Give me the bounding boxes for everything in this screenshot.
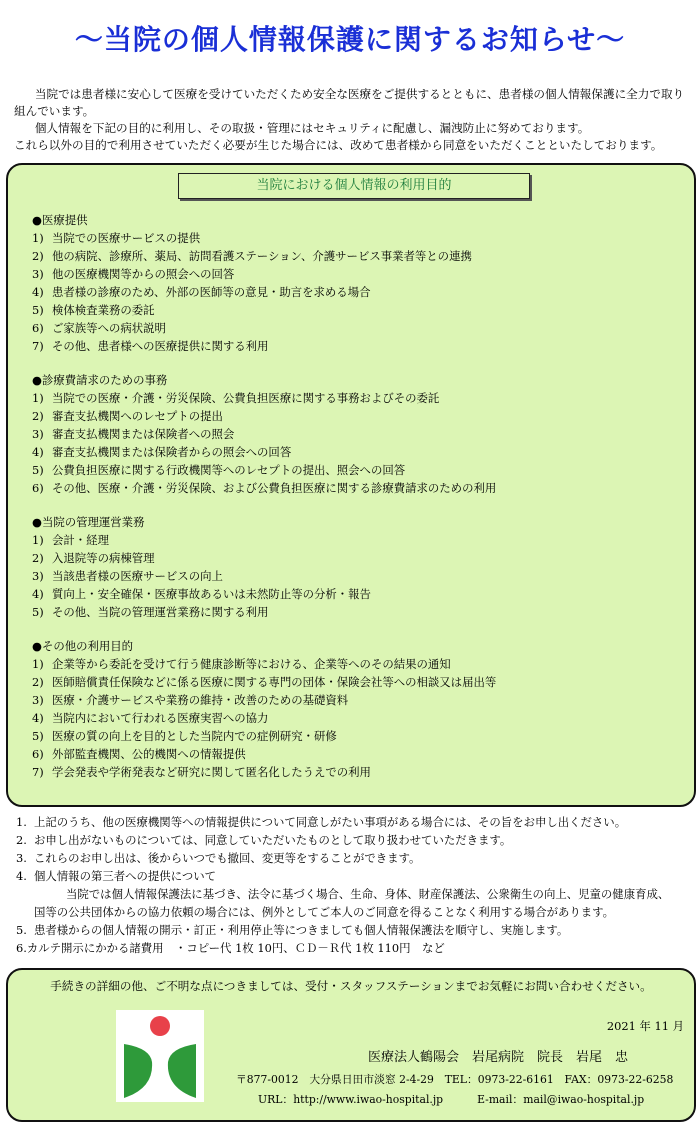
purpose-item-number: 4) bbox=[32, 711, 44, 725]
website-url[interactable]: URL：http://www.iwao-hospital.jp bbox=[258, 1093, 444, 1106]
purpose-item-number: 3) bbox=[32, 693, 44, 707]
purpose-item-text: 当院での医療・介護・労災保険、公費負担医療に関する事務およびその委託 bbox=[52, 391, 440, 405]
purpose-item bbox=[32, 531, 682, 549]
purpose-item bbox=[32, 247, 682, 265]
note-item bbox=[16, 849, 696, 867]
note-number: 1. bbox=[16, 815, 27, 829]
purpose-item-text: 審査支払機関または保険者への照会 bbox=[52, 427, 235, 441]
purpose-item-text: 他の医療機関等からの照会への回答 bbox=[52, 267, 235, 281]
purpose-item-number: 5) bbox=[32, 605, 44, 619]
purpose-item-number: 1) bbox=[32, 533, 44, 547]
contact-text: 手続きの詳細の他、ご不明な点につきましては、受付・スタッフステーションまでお気軽にお問い合わせください。 bbox=[50, 979, 652, 993]
purpose-item bbox=[32, 425, 682, 443]
purpose-item bbox=[32, 301, 682, 319]
purpose-item-number: 1) bbox=[32, 231, 44, 245]
purpose-item-text: ご家族等への病状説明 bbox=[52, 321, 166, 335]
purpose-item bbox=[32, 389, 682, 407]
address: 〒877-0012 大分県日田市淡窓 2-4-29 TEL：0973-22-6161 FAX：0973-22-6258 bbox=[236, 1073, 674, 1086]
purpose-item bbox=[32, 709, 682, 727]
note-text: お申し出がないものについては、同意していただいたものとして取り扱わせていただきます。 bbox=[34, 833, 512, 847]
intro-paragraph-1: 当院では患者様に安心して医療を受けていただくため安全な医療をご提供するとともに、患者様の個人情報保護に全力で取り組んでいます。 bbox=[14, 87, 685, 118]
note-number: 3. bbox=[16, 851, 27, 865]
purpose-item-number: 2) bbox=[32, 551, 44, 565]
email-address[interactable]: E-mail：mail@iwao-hospital.jp bbox=[477, 1093, 645, 1106]
purpose-item-number: 5) bbox=[32, 463, 44, 477]
purpose-item-number: 6) bbox=[32, 321, 44, 335]
purpose-category bbox=[32, 211, 682, 355]
purpose-item-number: 5) bbox=[32, 729, 44, 743]
purpose-item-number: 4) bbox=[32, 285, 44, 299]
intro-paragraph-3: これら以外の目的で利用させていただく必要が生じた場合には、改めて患者様から同意をいただくことといたしております。 bbox=[14, 138, 663, 152]
purpose-item-number: 1) bbox=[32, 657, 44, 671]
purpose-item-number: 3) bbox=[32, 267, 44, 281]
purpose-item-text: 当該患者様の医療サービスの向上 bbox=[52, 569, 223, 583]
purposes-box bbox=[6, 163, 696, 807]
purpose-item bbox=[32, 443, 682, 461]
purpose-item-number: 4) bbox=[32, 445, 44, 459]
purpose-item-text: 医療・介護サービスや業務の維持・改善のための基礎資料 bbox=[52, 693, 349, 707]
note-number: 2. bbox=[16, 833, 27, 847]
purpose-item bbox=[32, 479, 682, 497]
purpose-item bbox=[32, 673, 682, 691]
hospital-logo-icon bbox=[116, 1010, 204, 1102]
purpose-item-number: 2) bbox=[32, 675, 44, 689]
purpose-item-number: 3) bbox=[32, 569, 44, 583]
purpose-item bbox=[32, 337, 682, 355]
note-text: 上記のうち、他の医療機関等への情報提供について同意しがたい事項がある場合には、その旨をお申し出ください。 bbox=[34, 815, 627, 829]
purpose-item bbox=[32, 229, 682, 247]
date: 2021 年 11 月 bbox=[606, 1019, 684, 1033]
purpose-item-text: 企業等から委託を受けて行う健康診断等における、企業等へのその結果の通知 bbox=[52, 657, 451, 671]
purpose-item-number: 5) bbox=[32, 303, 44, 317]
purpose-category bbox=[32, 371, 682, 497]
page-title: ～当院の個人情報保護に関するお知らせ～ bbox=[74, 23, 626, 56]
purpose-item-text: 当院内において行われる医療実習への協力 bbox=[52, 711, 269, 725]
note-4-detail bbox=[16, 885, 696, 921]
purpose-category bbox=[32, 637, 682, 781]
purpose-item-text: 公費負担医療に関する行政機関等へのレセプトの提出、照会への回答 bbox=[52, 463, 406, 477]
purpose-item bbox=[32, 763, 682, 781]
purpose-item-number: 4) bbox=[32, 587, 44, 601]
note-number: 4. bbox=[16, 869, 27, 883]
purpose-item-text: その他、患者様への医療提供に関する利用 bbox=[52, 339, 269, 353]
purpose-item bbox=[32, 283, 682, 301]
note-item bbox=[16, 813, 696, 831]
purpose-item-text: 会計・経理 bbox=[52, 533, 109, 547]
note-text: 個人情報の第三者への提供について bbox=[34, 869, 217, 883]
purpose-item-text: 医療の質の向上を目的とした当院内での症例研究・研修 bbox=[52, 729, 337, 743]
purpose-item-text: 外部監査機関、公的機関への情報提供 bbox=[52, 747, 246, 761]
organization-name: 医療法人鶴陽会 岩尾病院 院長 岩尾 忠 bbox=[368, 1050, 629, 1065]
purpose-item bbox=[32, 567, 682, 585]
purpose-item-text: 患者様の診療のため、外部の医師等の意見・助言を求める場合 bbox=[52, 285, 371, 299]
purpose-item bbox=[32, 727, 682, 745]
purpose-category-title: ●その他の利用目的 bbox=[32, 639, 134, 653]
purpose-item-text: 医師賠償責任保険などに係る医療に関する専門の団体・保険会社等への相談又は届出等 bbox=[52, 675, 497, 689]
purpose-item-number: 3) bbox=[32, 427, 44, 441]
purposes-heading: 当院における個人情報の利用目的 bbox=[178, 173, 530, 199]
purpose-item bbox=[32, 585, 682, 603]
purpose-item-number: 1) bbox=[32, 391, 44, 405]
purpose-category bbox=[32, 513, 682, 621]
purposes-list bbox=[32, 211, 682, 797]
purpose-item-text: 学会発表や学術発表など研究に関して匿名化したうえでの利用 bbox=[52, 765, 371, 779]
purpose-item-text: 審査支払機関または保険者からの照会への回答 bbox=[52, 445, 292, 459]
web-contact bbox=[258, 1092, 644, 1107]
logo-red-circle bbox=[150, 1016, 170, 1036]
notes-section bbox=[16, 813, 696, 957]
purpose-item-number: 6) bbox=[32, 481, 44, 495]
purpose-item bbox=[32, 691, 682, 709]
purpose-item-text: 当院での医療サービスの提供 bbox=[52, 231, 201, 245]
purpose-item-text: 質向上・安全確保・医療事故あるいは未然防止等の分析・報告 bbox=[52, 587, 371, 601]
purpose-item bbox=[32, 745, 682, 763]
note-item bbox=[16, 921, 696, 939]
purpose-item-text: 審査支払機関へのレセプトの提出 bbox=[52, 409, 223, 423]
contact-box bbox=[6, 968, 696, 1122]
intro-text bbox=[14, 86, 686, 154]
purpose-item-number: 6) bbox=[32, 747, 44, 761]
purpose-item bbox=[32, 549, 682, 567]
note-6: 6.カルテ開示にかかる諸費用 ・コピー代 1枚 10円、ＣＤ－Ｒ代 1枚 110円 など bbox=[16, 941, 445, 955]
purpose-item bbox=[32, 461, 682, 479]
purpose-category-title: ●当院の管理運営業務 bbox=[32, 515, 145, 529]
purpose-item-text: その他、医療・介護・労災保険、および公費負担医療に関する診療費請求のための利用 bbox=[52, 481, 497, 495]
purpose-category-title: ●診療費請求のための事務 bbox=[32, 373, 168, 387]
purpose-item bbox=[32, 655, 682, 673]
purpose-item-number: 2) bbox=[32, 249, 44, 263]
intro-paragraph-2: 個人情報を下記の目的に利用し、その取扱・管理にはセキュリティに配慮し、漏洩防止に努めております。 bbox=[34, 121, 590, 135]
note-text: 患者様からの個人情報の開示・訂正・利用停止等につきましても個人情報保護法を順守し、実施します。 bbox=[34, 923, 569, 937]
purpose-item-text: その他、当院の管理運営業務に関する利用 bbox=[52, 605, 269, 619]
purpose-item-text: 検体検査業務の委託 bbox=[52, 303, 155, 317]
purpose-item bbox=[32, 265, 682, 283]
note-text: これらのお申し出は、後からいつでも撤回、変更等をすることができます。 bbox=[34, 851, 421, 865]
note-4-detail-line: 当院では個人情報保護法に基づき、法令に基づく場合、生命、身体、財産保護法、公衆衛生の向上、児童の健康育成、 bbox=[66, 887, 670, 901]
purpose-item bbox=[32, 319, 682, 337]
purpose-category-title: ●医療提供 bbox=[32, 213, 88, 227]
purpose-item-number: 7) bbox=[32, 339, 44, 353]
note-item bbox=[16, 831, 696, 849]
note-number: 5. bbox=[16, 923, 27, 937]
purpose-item-number: 7) bbox=[32, 765, 44, 779]
note-item bbox=[16, 867, 696, 885]
purpose-item-number: 2) bbox=[32, 409, 44, 423]
purpose-item bbox=[32, 407, 682, 425]
purpose-item-text: 他の病院、診療所、薬局、訪問看護ステーション、介護サービス事業者等との連携 bbox=[52, 249, 472, 263]
purpose-item bbox=[32, 603, 682, 621]
purpose-item-text: 入退院等の病棟管理 bbox=[52, 551, 155, 565]
note-4-detail-line: 国等の公共団体からの協力依頼の場合には、例外としてご本人のご同意を得ることなく利用する場合があります。 bbox=[34, 905, 615, 919]
